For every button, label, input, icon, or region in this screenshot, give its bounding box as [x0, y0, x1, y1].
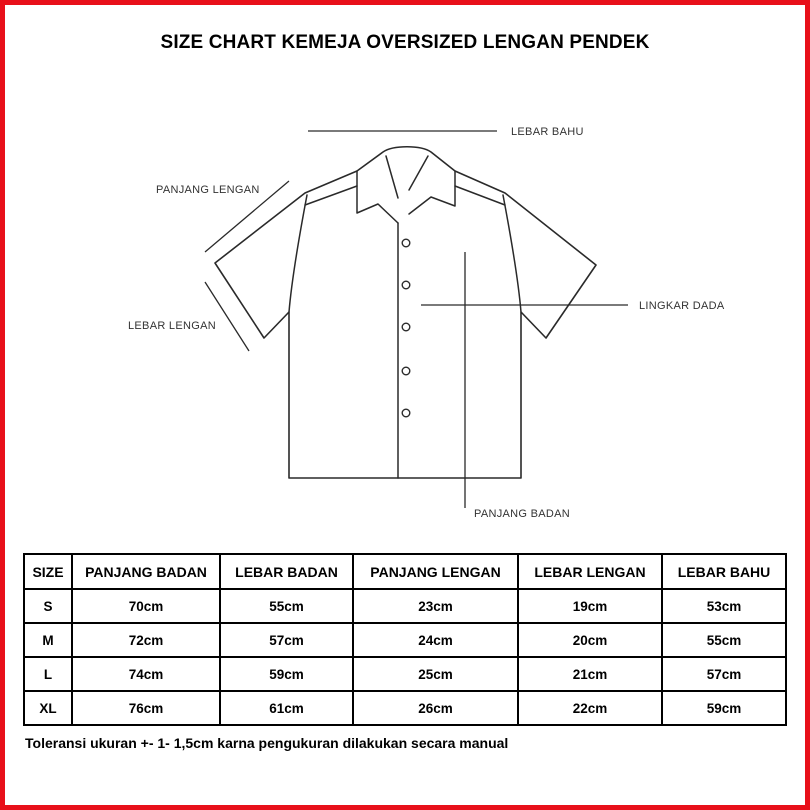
shirt-button [402, 281, 410, 289]
header-lebar-bahu: LEBAR BAHU [662, 554, 786, 589]
lebar-lengan-cell: 22cm [518, 691, 662, 725]
size-table-body [24, 589, 786, 725]
lebar-badan-cell: 61cm [220, 691, 353, 725]
shirt-outline [215, 147, 596, 478]
lebar-bahu-cell: 53cm [662, 589, 786, 623]
panjang-badan-cell: 74cm [72, 657, 220, 691]
tolerance-note: Toleransi ukuran +- 1- 1,5cm karna pengukuran dilakukan secara manual [25, 735, 509, 751]
header-panjang-badan: PANJANG BADAN [72, 554, 220, 589]
lebar-badan-cell: 57cm [220, 623, 353, 657]
lebar-lengan-label: LEBAR LENGAN [128, 320, 216, 332]
size-cell: XL [24, 691, 72, 725]
panjang-badan-label: PANJANG BADAN [474, 508, 570, 520]
page-title: SIZE CHART KEMEJA OVERSIZED LENGAN PENDEK [160, 32, 650, 53]
size-cell: M [24, 623, 72, 657]
lebar-bahu-cell: 57cm [662, 657, 786, 691]
shirt-button [402, 323, 410, 331]
table-row-xl [24, 691, 786, 725]
panjang-badan-cell: 76cm [72, 691, 220, 725]
lebar-lengan-cell: 20cm [518, 623, 662, 657]
lingkar-dada-label: LINGKAR DADA [639, 300, 725, 312]
lebar-bahu-label: LEBAR BAHU [511, 126, 584, 138]
lebar-bahu-cell: 59cm [662, 691, 786, 725]
header-size: SIZE [24, 554, 72, 589]
size-table [23, 553, 787, 726]
panjang-lengan-cell: 25cm [353, 657, 518, 691]
panjang-badan-cell: 70cm [72, 589, 220, 623]
lebar-badan-cell: 55cm [220, 589, 353, 623]
header-lebar-badan: LEBAR BADAN [220, 554, 353, 589]
table-row-l [24, 657, 786, 691]
panjang-lengan-label: PANJANG LENGAN [156, 184, 260, 196]
table-row-s [24, 589, 786, 623]
lebar-lengan-cell: 21cm [518, 657, 662, 691]
table-row-m [24, 623, 786, 657]
header-panjang-lengan: PANJANG LENGAN [353, 554, 518, 589]
panjang-lengan-cell: 26cm [353, 691, 518, 725]
panjang-lengan-cell: 23cm [353, 589, 518, 623]
size-table-head [24, 554, 786, 589]
lebar-badan-cell: 59cm [220, 657, 353, 691]
size-cell: S [24, 589, 72, 623]
shirt-button [402, 409, 410, 417]
lebar-bahu-cell: 55cm [662, 623, 786, 657]
shirt-button [402, 239, 410, 247]
panjang-lengan-cell: 24cm [353, 623, 518, 657]
header-lebar-lengan: LEBAR LENGAN [518, 554, 662, 589]
size-cell: L [24, 657, 72, 691]
shirt-button [402, 367, 410, 375]
header-row [24, 554, 786, 589]
panjang-badan-cell: 72cm [72, 623, 220, 657]
lebar-lengan-cell: 19cm [518, 589, 662, 623]
